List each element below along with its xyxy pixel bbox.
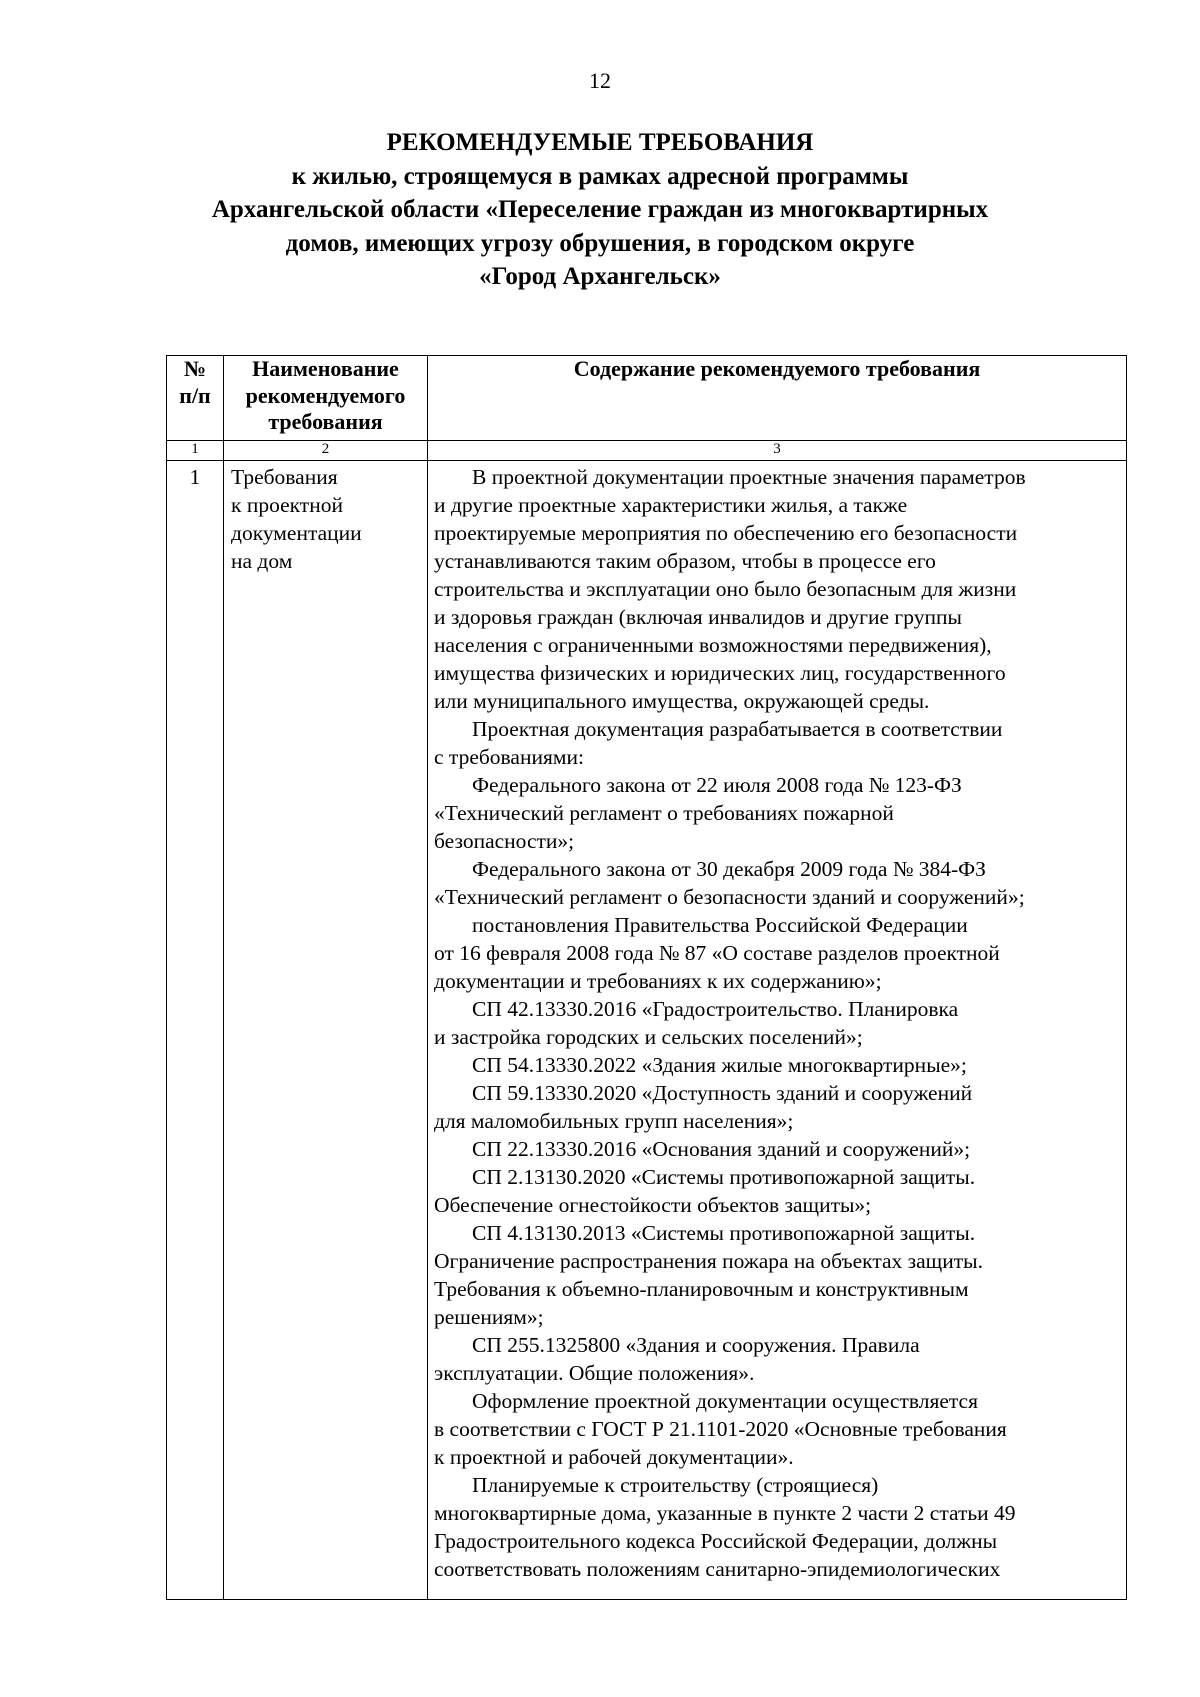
requirement-name-line: документации bbox=[231, 521, 362, 545]
column-number: 2 bbox=[224, 441, 428, 461]
content-line: Градостроительного кодекса Российской Федерации, должны bbox=[434, 1529, 998, 1553]
content-line: или муниципального имущества, окружающей среды. bbox=[434, 689, 930, 713]
content-line: Федерального закона от 22 июля 2008 года № 123-ФЗ bbox=[472, 773, 962, 797]
content-line: Ограничение распространения пожара на объектах защиты. bbox=[434, 1249, 983, 1273]
content-line: Требования к объемно-планировочным и конструктивным bbox=[434, 1277, 969, 1301]
header-name bbox=[224, 356, 428, 441]
header-line: Содержание рекомендуемого требования bbox=[573, 356, 981, 381]
requirement-name-line: к проектной bbox=[231, 493, 343, 517]
title-line: «Город Архангельск» bbox=[479, 263, 721, 290]
title-line: РЕКОМЕНДУЕМЫЕ ТРЕБОВАНИЯ bbox=[386, 129, 814, 156]
content-line: В проектной документации проектные значения параметров bbox=[472, 465, 1026, 489]
content-line: СП 22.13330.2016 «Основания зданий и сооружений»; bbox=[472, 1137, 971, 1161]
content-line: Обеспечение огнестойкости объектов защиты»; bbox=[434, 1193, 872, 1217]
content-line: и здоровья граждан (включая инвалидов и другие группы bbox=[434, 605, 962, 629]
content-line: многоквартирные дома, указанные в пункте 2 части 2 статьи 49 bbox=[434, 1501, 1016, 1525]
requirement-name-line: Требования bbox=[231, 465, 338, 489]
header-line: рекомендуемого bbox=[245, 382, 406, 408]
content-line: от 16 февраля 2008 года № 87 «О составе разделов проектной bbox=[434, 941, 1000, 965]
table-row bbox=[167, 461, 1127, 1600]
content-line: и застройка городских и сельских поселений»; bbox=[434, 1025, 863, 1049]
content-line: в соответствии с ГОСТ Р 21.1101-2020 «Основные требования bbox=[434, 1417, 1007, 1441]
table-header-row bbox=[167, 356, 1127, 441]
content-line: Оформление проектной документации осуществляется bbox=[472, 1389, 978, 1413]
page-number: 12 bbox=[589, 68, 611, 93]
content-line: СП 59.13330.2020 «Доступность зданий и сооружений bbox=[472, 1081, 973, 1105]
content-line: безопасности»; bbox=[434, 829, 575, 853]
content-line: устанавливаются таким образом, чтобы в процессе его bbox=[434, 549, 936, 573]
header-number bbox=[167, 356, 224, 441]
content-line: эксплуатации. Общие положения». bbox=[434, 1361, 755, 1385]
content-line: Проектная документация разрабатывается в соответствии bbox=[472, 717, 1003, 741]
header-line: требования bbox=[268, 409, 383, 434]
content-line: к проектной и рабочей документации». bbox=[434, 1445, 794, 1469]
content-line: для маломобильных групп населения»; bbox=[434, 1109, 794, 1133]
content-line: «Технический регламент о безопасности зданий и сооружений»; bbox=[434, 885, 1025, 909]
header-line: № bbox=[183, 356, 207, 381]
content-line: СП 42.13330.2016 «Градостроительство. Планировка bbox=[472, 997, 959, 1021]
requirements-table bbox=[166, 355, 1127, 1600]
content-line: и другие проектные характеристики жилья, а также bbox=[434, 493, 908, 517]
content-line: имущества физических и юридических лиц, государственного bbox=[434, 661, 1006, 685]
content-line: СП 255.1325800 «Здания и сооружения. Правила bbox=[472, 1333, 920, 1357]
header-content bbox=[428, 356, 1127, 441]
content-line: СП 4.13130.2013 «Системы противопожарной защиты. bbox=[472, 1221, 976, 1245]
content-line: Планируемые к строительству (строящиеся) bbox=[472, 1473, 879, 1497]
content-line: проектируемые мероприятия по обеспечению его безопасности bbox=[434, 521, 1018, 545]
content-line: населения с ограниченными возможностями передвижения), bbox=[434, 633, 992, 657]
header-line: Наименование bbox=[252, 356, 399, 381]
content-line: постановления Правительства Российской Федерации bbox=[472, 913, 968, 937]
requirement-name bbox=[224, 461, 428, 1600]
title-line: домов, имеющих угрозу обрушения, в городском округе bbox=[285, 229, 915, 257]
requirement-content bbox=[428, 461, 1127, 1600]
content-line: СП 2.13130.2020 «Системы противопожарной защиты. bbox=[472, 1165, 976, 1189]
content-line: решениям»; bbox=[434, 1305, 544, 1329]
title-line: Архангельской области «Переселение граждан из многоквартирных bbox=[211, 196, 989, 223]
content-line: документации и требованиях к их содержанию»; bbox=[434, 969, 882, 993]
content-line: с требованиями: bbox=[434, 745, 584, 769]
title-line: к жилью, строящемуся в рамках адресной программы bbox=[291, 162, 909, 190]
document-title bbox=[140, 126, 1060, 294]
content-line: «Технический регламент о требованиях пожарной bbox=[434, 801, 894, 825]
requirement-name-line: на дом bbox=[231, 549, 293, 573]
content-line: Федерального закона от 30 декабря 2009 года № 384-ФЗ bbox=[472, 857, 986, 881]
header-line: п/п bbox=[179, 382, 211, 408]
column-number-row bbox=[167, 441, 1127, 461]
content-line: СП 54.13330.2022 «Здания жилые многоквартирные»; bbox=[472, 1053, 967, 1077]
column-number: 3 bbox=[428, 441, 1127, 461]
column-number: 1 bbox=[167, 441, 224, 461]
content-line: соответствовать положениям санитарно-эпидемиологических bbox=[434, 1557, 1001, 1581]
row-number: 1 bbox=[167, 461, 224, 1600]
content-line: строительства и эксплуатации оно было безопасным для жизни bbox=[434, 577, 1017, 601]
